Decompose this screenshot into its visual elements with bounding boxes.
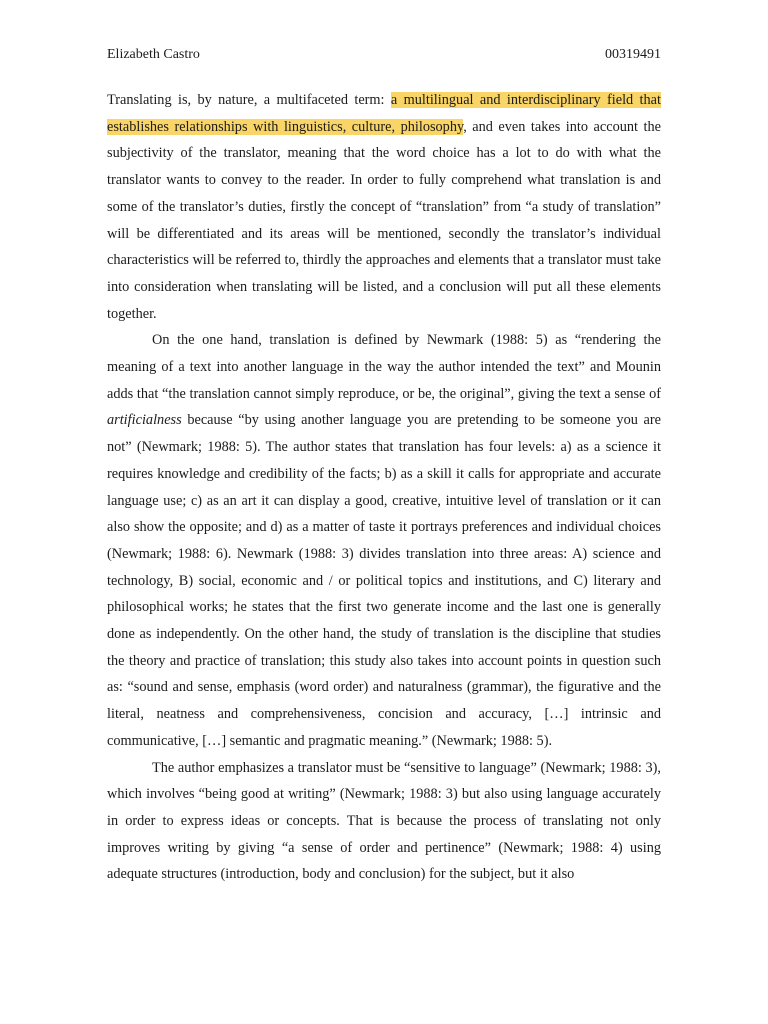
paragraph-translator-skills-text: The author emphasizes a translator must be “sensitive to language” (Newmark; 1988: 3), which involves “being good at writing” (Newmark; 1988: 3) but also using language accurately in order to express ideas or concepts. That is because the process of translating not only improves writing by giving “a sense of order and pertinence” (Newmark; 1988: 4) using adequate structures (introduction, body and conclusion) for the subject, but it also bbox=[107, 759, 661, 883]
page-header bbox=[107, 44, 661, 66]
document-body bbox=[107, 87, 661, 888]
paragraph-intro bbox=[107, 87, 661, 327]
student-id: 00319491 bbox=[605, 47, 661, 62]
italic-term: artificialness bbox=[107, 412, 182, 429]
paragraph-definition-rest: because “by using another language you are pretending to be someone you are not” (Newmark; 1988: 5). The author states that translation has four levels: a) as a science it requires knowledge and credibility of the facts; b) as a skill it calls for appropriate and accurate language use; c) as an art it can display a good, creative, intuitive level of translation or it can also show the opposite; and d) as a matter of taste it portrays preferences and individual choices (Newmark; 1988: 6). Newmark (1988: 3) divides translation into three areas: A) science and technology, B) social, economic and / or political topics and institutions, and C) literary and philosophical works; he states that the first two generate income and the last one is generally done as independently. On the other hand, the study of translation is the discipline that studies the theory and practice of translation; this study also takes into account points in question such as: “sound and sense, emphasis (word order) and naturalness (grammar), the figurative and the literal, neatness and comprehensiveness, concision and accuracy, […] intrinsic and communicative, […] semantic and pragmatic meaning.” (Newmark; 1988: 5). bbox=[107, 412, 661, 749]
paragraph-translator-skills bbox=[107, 755, 661, 889]
paragraph-intro-lead: Translating is, by nature, a multifaceted term: bbox=[107, 92, 391, 108]
paragraph-intro-rest: , and even takes into account the subjectivity of the translator, meaning that the word choice has a lot to do with what the translator wants to convey to the reader. In order to fully comprehend what translation is and some of the translator’s duties, firstly the concept of “translation” from “a study of translation” will be differentiated and its areas will be mentioned, secondly the translator’s individual characteristics will be referred to, thirdly the approaches and elements that a translator must take into consideration when translating will be listed, and a conclusion will put all these elements together. bbox=[107, 118, 661, 322]
paragraph-definition bbox=[107, 327, 661, 754]
paragraph-definition-start: On the one hand, translation is defined by Newmark (1988: 5) as “rendering the meaning of a text into another language in the way the author intended the text” and Mounin adds that “the translation cannot simply reproduce, or be, the original”, giving the text a sense of bbox=[107, 332, 661, 402]
author-name: Elizabeth Castro bbox=[107, 47, 200, 62]
highlighted-text: a multilingual and interdisciplinary field that establishes relationships with linguistics, culture, philosophy bbox=[107, 92, 661, 135]
